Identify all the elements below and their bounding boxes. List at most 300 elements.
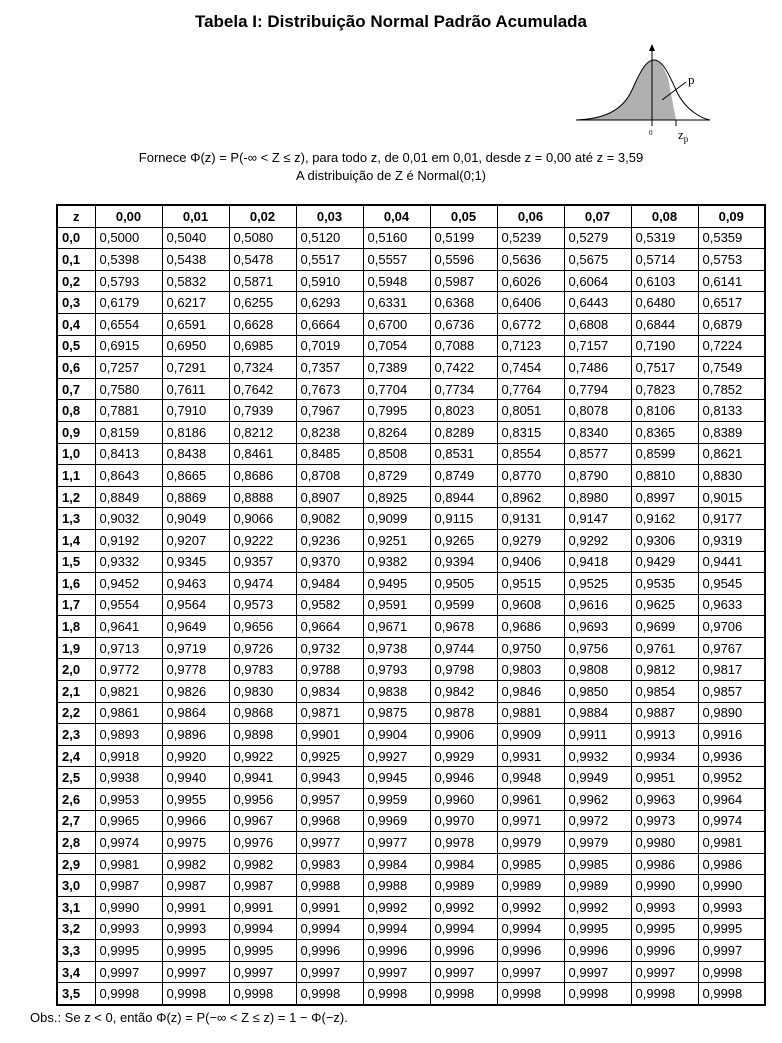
probability-cell: 0,9761 <box>631 637 698 659</box>
probability-cell: 0,8888 <box>229 486 296 508</box>
probability-cell: 0,5000 <box>95 227 162 249</box>
probability-cell: 0,7357 <box>296 357 363 379</box>
probability-cell: 0,9936 <box>698 745 765 767</box>
probability-cell: 0,8340 <box>564 421 631 443</box>
table-row <box>57 551 765 573</box>
probability-cell: 0,8810 <box>631 465 698 487</box>
probability-cell: 0,9878 <box>430 702 497 724</box>
probability-cell: 0,6808 <box>564 313 631 335</box>
probability-cell: 0,5793 <box>95 270 162 292</box>
probability-cell: 0,9995 <box>95 940 162 962</box>
probability-cell: 0,9931 <box>497 745 564 767</box>
probability-cell: 0,9995 <box>631 918 698 940</box>
probability-cell: 0,9515 <box>497 573 564 595</box>
zp-sub: p <box>683 134 689 144</box>
z-value-cell: 2,6 <box>57 789 95 811</box>
probability-cell: 0,9969 <box>363 810 430 832</box>
probability-cell: 0,9887 <box>631 702 698 724</box>
probability-cell: 0,9884 <box>564 702 631 724</box>
column-header-z: z <box>57 205 95 227</box>
probability-cell: 0,7823 <box>631 378 698 400</box>
z-value-cell: 2,8 <box>57 832 95 854</box>
probability-cell: 0,9131 <box>497 508 564 530</box>
probability-cell: 0,9292 <box>564 529 631 551</box>
column-header: 0,02 <box>229 205 296 227</box>
z-value-cell: 2,1 <box>57 681 95 703</box>
probability-cell: 0,6406 <box>497 292 564 314</box>
probability-cell: 0,8686 <box>229 465 296 487</box>
probability-cell: 0,9793 <box>363 659 430 681</box>
probability-cell: 0,7611 <box>162 378 229 400</box>
probability-cell: 0,9719 <box>162 637 229 659</box>
probability-cell: 0,8962 <box>497 486 564 508</box>
probability-cell: 0,9960 <box>430 789 497 811</box>
z-value-cell: 0,3 <box>57 292 95 314</box>
probability-cell: 0,9998 <box>698 983 765 1005</box>
probability-cell: 0,6591 <box>162 313 229 335</box>
table-row <box>57 940 765 962</box>
probability-cell: 0,6915 <box>95 335 162 357</box>
probability-cell: 0,9989 <box>430 875 497 897</box>
probability-cell: 0,9207 <box>162 529 229 551</box>
probability-cell: 0,7580 <box>95 378 162 400</box>
probability-cell: 0,9830 <box>229 681 296 703</box>
table-row <box>57 594 765 616</box>
probability-cell: 0,8389 <box>698 421 765 443</box>
probability-cell: 0,8461 <box>229 443 296 465</box>
z-value-cell: 2,5 <box>57 767 95 789</box>
probability-cell: 0,7291 <box>162 357 229 379</box>
z-value-cell: 1,5 <box>57 551 95 573</box>
probability-cell: 0,9783 <box>229 659 296 681</box>
table-row <box>57 573 765 595</box>
probability-cell: 0,9957 <box>296 789 363 811</box>
probability-cell: 0,9319 <box>698 529 765 551</box>
probability-cell: 0,9838 <box>363 681 430 703</box>
probability-cell: 0,9554 <box>95 594 162 616</box>
description-line-2: A distribuição de Z é Normal(0;1) <box>295 168 487 183</box>
z-value-cell: 0,0 <box>57 227 95 249</box>
probability-cell: 0,9918 <box>95 745 162 767</box>
probability-cell: 0,6179 <box>95 292 162 314</box>
probability-cell: 0,9750 <box>497 637 564 659</box>
probability-cell: 0,9953 <box>95 789 162 811</box>
z-value-cell: 0,5 <box>57 335 95 357</box>
probability-cell: 0,9974 <box>95 832 162 854</box>
table-row <box>57 270 765 292</box>
probability-cell: 0,9898 <box>229 724 296 746</box>
probability-cell: 0,9767 <box>698 637 765 659</box>
z-value-cell: 3,2 <box>57 918 95 940</box>
probability-cell: 0,9951 <box>631 767 698 789</box>
probability-cell: 0,7157 <box>564 335 631 357</box>
probability-cell: 0,9997 <box>430 961 497 983</box>
probability-cell: 0,9904 <box>363 724 430 746</box>
z-value-cell: 3,4 <box>57 961 95 983</box>
probability-cell: 0,9966 <box>162 810 229 832</box>
probability-cell: 0,9996 <box>564 940 631 962</box>
probability-cell: 0,9236 <box>296 529 363 551</box>
probability-cell: 0,5120 <box>296 227 363 249</box>
probability-cell: 0,7324 <box>229 357 296 379</box>
probability-cell: 0,9941 <box>229 767 296 789</box>
z-value-cell: 2,4 <box>57 745 95 767</box>
probability-cell: 0,9994 <box>229 918 296 940</box>
probability-cell: 0,8980 <box>564 486 631 508</box>
probability-cell: 0,9946 <box>430 767 497 789</box>
normal-curve-figure <box>572 42 712 150</box>
probability-cell: 0,9956 <box>229 789 296 811</box>
probability-cell: 0,6026 <box>497 270 564 292</box>
probability-cell: 0,9998 <box>296 983 363 1005</box>
probability-cell: 0,7454 <box>497 357 564 379</box>
probability-cell: 0,5948 <box>363 270 430 292</box>
probability-cell: 0,9985 <box>564 853 631 875</box>
probability-cell: 0,9979 <box>497 832 564 854</box>
probability-cell: 0,9986 <box>698 853 765 875</box>
probability-cell: 0,9732 <box>296 637 363 659</box>
probability-cell: 0,9693 <box>564 616 631 638</box>
probability-cell: 0,9945 <box>363 767 430 789</box>
probability-cell: 0,9803 <box>497 659 564 681</box>
probability-cell: 0,9345 <box>162 551 229 573</box>
probability-cell: 0,9726 <box>229 637 296 659</box>
probability-cell: 0,9678 <box>430 616 497 638</box>
shaded-area <box>576 60 676 120</box>
z-value-cell: 2,7 <box>57 810 95 832</box>
probability-cell: 0,9382 <box>363 551 430 573</box>
probability-cell: 0,9983 <box>296 853 363 875</box>
probability-cell: 0,9997 <box>363 961 430 983</box>
probability-cell: 0,7794 <box>564 378 631 400</box>
probability-cell: 0,9582 <box>296 594 363 616</box>
probability-cell: 0,9984 <box>430 853 497 875</box>
probability-cell: 0,9980 <box>631 832 698 854</box>
probability-cell: 0,9332 <box>95 551 162 573</box>
probability-cell: 0,9977 <box>296 832 363 854</box>
probability-cell: 0,9656 <box>229 616 296 638</box>
probability-cell: 0,9049 <box>162 508 229 530</box>
probability-cell: 0,9994 <box>430 918 497 940</box>
probability-cell: 0,6103 <box>631 270 698 292</box>
probability-cell: 0,9842 <box>430 681 497 703</box>
probability-cell: 0,8729 <box>363 465 430 487</box>
z-value-cell: 0,6 <box>57 357 95 379</box>
probability-cell: 0,9162 <box>631 508 698 530</box>
probability-cell: 0,9265 <box>430 529 497 551</box>
table-row <box>57 378 765 400</box>
probability-cell: 0,9861 <box>95 702 162 724</box>
probability-cell: 0,8531 <box>430 443 497 465</box>
probability-cell: 0,8577 <box>564 443 631 465</box>
probability-cell: 0,7939 <box>229 400 296 422</box>
probability-cell: 0,9099 <box>363 508 430 530</box>
probability-cell: 0,9591 <box>363 594 430 616</box>
table-row <box>57 897 765 919</box>
probability-cell: 0,9990 <box>95 897 162 919</box>
table-row <box>57 529 765 551</box>
probability-cell: 0,9991 <box>229 897 296 919</box>
probability-cell: 0,9965 <box>95 810 162 832</box>
probability-cell: 0,9925 <box>296 745 363 767</box>
probability-cell: 0,5675 <box>564 249 631 271</box>
probability-cell: 0,9940 <box>162 767 229 789</box>
probability-cell: 0,8365 <box>631 421 698 443</box>
probability-cell: 0,9998 <box>95 983 162 1005</box>
probability-cell: 0,9982 <box>229 853 296 875</box>
probability-cell: 0,5714 <box>631 249 698 271</box>
probability-cell: 0,6736 <box>430 313 497 335</box>
probability-cell: 0,9934 <box>631 745 698 767</box>
probability-cell: 0,9977 <box>363 832 430 854</box>
z-value-cell: 3,1 <box>57 897 95 919</box>
probability-cell: 0,9976 <box>229 832 296 854</box>
probability-cell: 0,9909 <box>497 724 564 746</box>
table-row <box>57 313 765 335</box>
probability-cell: 0,8849 <box>95 486 162 508</box>
probability-cell: 0,8944 <box>430 486 497 508</box>
column-header: 0,08 <box>631 205 698 227</box>
probability-cell: 0,9932 <box>564 745 631 767</box>
probability-cell: 0,8770 <box>497 465 564 487</box>
probability-cell: 0,9994 <box>497 918 564 940</box>
table-row <box>57 961 765 983</box>
z-value-cell: 1,6 <box>57 573 95 595</box>
probability-cell: 0,6879 <box>698 313 765 335</box>
probability-cell: 0,9998 <box>229 983 296 1005</box>
table-row <box>57 508 765 530</box>
probability-cell: 0,9429 <box>631 551 698 573</box>
probability-cell: 0,5239 <box>497 227 564 249</box>
probability-cell: 0,9916 <box>698 724 765 746</box>
probability-cell: 0,9962 <box>564 789 631 811</box>
z-value-cell: 2,2 <box>57 702 95 724</box>
z-value-cell: 1,1 <box>57 465 95 487</box>
z-value-cell: 0,4 <box>57 313 95 335</box>
probability-cell: 0,9463 <box>162 573 229 595</box>
probability-cell: 0,7967 <box>296 400 363 422</box>
probability-cell: 0,7764 <box>497 378 564 400</box>
probability-cell: 0,9911 <box>564 724 631 746</box>
z-value-cell: 0,2 <box>57 270 95 292</box>
table-row <box>57 659 765 681</box>
z-value-cell: 2,0 <box>57 659 95 681</box>
probability-cell: 0,9981 <box>95 853 162 875</box>
probability-cell: 0,9495 <box>363 573 430 595</box>
probability-cell: 0,9452 <box>95 573 162 595</box>
probability-cell: 0,5517 <box>296 249 363 271</box>
probability-cell: 0,9974 <box>698 810 765 832</box>
column-header: 0,05 <box>430 205 497 227</box>
probability-cell: 0,7704 <box>363 378 430 400</box>
table-row <box>57 724 765 746</box>
probability-cell: 0,9959 <box>363 789 430 811</box>
probability-cell: 0,9881 <box>497 702 564 724</box>
probability-cell: 0,9875 <box>363 702 430 724</box>
probability-cell: 0,9901 <box>296 724 363 746</box>
probability-cell: 0,7389 <box>363 357 430 379</box>
probability-cell: 0,9920 <box>162 745 229 767</box>
probability-cell: 0,9987 <box>229 875 296 897</box>
probability-cell: 0,9699 <box>631 616 698 638</box>
table-row <box>57 918 765 940</box>
probability-cell: 0,8749 <box>430 465 497 487</box>
probability-cell: 0,9991 <box>162 897 229 919</box>
probability-cell: 0,9967 <box>229 810 296 832</box>
probability-cell: 0,9706 <box>698 616 765 638</box>
table-row <box>57 335 765 357</box>
probability-cell: 0,9973 <box>631 810 698 832</box>
probability-cell: 0,9846 <box>497 681 564 703</box>
probability-cell: 0,8264 <box>363 421 430 443</box>
probability-cell: 0,7852 <box>698 378 765 400</box>
probability-cell: 0,9713 <box>95 637 162 659</box>
z-value-cell: 1,9 <box>57 637 95 659</box>
probability-cell: 0,7019 <box>296 335 363 357</box>
probability-cell: 0,9998 <box>698 961 765 983</box>
header-row <box>57 205 765 227</box>
probability-cell: 0,6141 <box>698 270 765 292</box>
probability-cell: 0,9963 <box>631 789 698 811</box>
page-title: Tabela I: Distribuição Normal Padrão Acumulada <box>194 12 588 31</box>
probability-cell: 0,9981 <box>698 832 765 854</box>
table-row <box>57 421 765 443</box>
probability-cell: 0,9997 <box>497 961 564 983</box>
probability-cell: 0,9987 <box>162 875 229 897</box>
probability-cell: 0,7517 <box>631 357 698 379</box>
probability-cell: 0,5910 <box>296 270 363 292</box>
probability-cell: 0,9484 <box>296 573 363 595</box>
probability-cell: 0,9943 <box>296 767 363 789</box>
probability-cell: 0,9192 <box>95 529 162 551</box>
probability-cell: 0,5832 <box>162 270 229 292</box>
probability-cell: 0,8830 <box>698 465 765 487</box>
probability-cell: 0,7642 <box>229 378 296 400</box>
probability-cell: 0,9564 <box>162 594 229 616</box>
probability-cell: 0,9686 <box>497 616 564 638</box>
z-value-cell: 0,8 <box>57 400 95 422</box>
probability-cell: 0,6443 <box>564 292 631 314</box>
probability-cell: 0,9997 <box>564 961 631 983</box>
column-header: 0,04 <box>363 205 430 227</box>
table-body <box>57 227 765 1005</box>
probability-cell: 0,9994 <box>296 918 363 940</box>
probability-cell: 0,5596 <box>430 249 497 271</box>
column-header: 0,00 <box>95 205 162 227</box>
probability-cell: 0,9986 <box>631 853 698 875</box>
probability-cell: 0,9927 <box>363 745 430 767</box>
probability-cell: 0,8599 <box>631 443 698 465</box>
probability-cell: 0,9979 <box>564 832 631 854</box>
probability-cell: 0,7088 <box>430 335 497 357</box>
probability-cell: 0,9664 <box>296 616 363 638</box>
probability-cell: 0,8212 <box>229 421 296 443</box>
probability-cell: 0,9998 <box>631 983 698 1005</box>
probability-cell: 0,9993 <box>631 897 698 919</box>
zp-main: z <box>678 127 684 142</box>
probability-cell: 0,8925 <box>363 486 430 508</box>
z-value-cell: 0,1 <box>57 249 95 271</box>
probability-cell: 0,7549 <box>698 357 765 379</box>
probability-cell: 0,9032 <box>95 508 162 530</box>
probability-cell: 0,7257 <box>95 357 162 379</box>
probability-cell: 0,9922 <box>229 745 296 767</box>
probability-cell: 0,9990 <box>631 875 698 897</box>
probability-cell: 0,9995 <box>564 918 631 940</box>
probability-cell: 0,9812 <box>631 659 698 681</box>
probability-cell: 0,9985 <box>497 853 564 875</box>
probability-cell: 0,9306 <box>631 529 698 551</box>
probability-cell: 0,9989 <box>564 875 631 897</box>
probability-cell: 0,8438 <box>162 443 229 465</box>
probability-cell: 0,8106 <box>631 400 698 422</box>
z-value-cell: 1,4 <box>57 529 95 551</box>
probability-cell: 0,8485 <box>296 443 363 465</box>
probability-cell: 0,9821 <box>95 681 162 703</box>
probability-cell: 0,9938 <box>95 767 162 789</box>
probability-cell: 0,9995 <box>698 918 765 940</box>
probability-cell: 0,8708 <box>296 465 363 487</box>
probability-cell: 0,9222 <box>229 529 296 551</box>
probability-cell: 0,7734 <box>430 378 497 400</box>
probability-cell: 0,9992 <box>363 897 430 919</box>
table-row <box>57 745 765 767</box>
probability-cell: 0,9988 <box>296 875 363 897</box>
probability-cell: 0,9995 <box>229 940 296 962</box>
probability-cell: 0,8554 <box>497 443 564 465</box>
table-row <box>57 875 765 897</box>
probability-cell: 0,6480 <box>631 292 698 314</box>
probability-cell: 0,9997 <box>296 961 363 983</box>
probability-cell: 0,7224 <box>698 335 765 357</box>
probability-cell: 0,5160 <box>363 227 430 249</box>
probability-cell: 0,8621 <box>698 443 765 465</box>
probability-cell: 0,9671 <box>363 616 430 638</box>
probability-cell: 0,8078 <box>564 400 631 422</box>
column-header: 0,09 <box>698 205 765 227</box>
probability-cell: 0,9850 <box>564 681 631 703</box>
probability-cell: 0,5478 <box>229 249 296 271</box>
probability-cell: 0,6217 <box>162 292 229 314</box>
probability-cell: 0,5987 <box>430 270 497 292</box>
probability-cell: 0,6985 <box>229 335 296 357</box>
probability-cell: 0,6772 <box>497 313 564 335</box>
probability-cell: 0,9798 <box>430 659 497 681</box>
normal-distribution-table <box>56 204 766 1006</box>
column-header: 0,07 <box>564 205 631 227</box>
z-value-cell: 3,5 <box>57 983 95 1005</box>
probability-cell: 0,9744 <box>430 637 497 659</box>
probability-cell: 0,7054 <box>363 335 430 357</box>
probability-cell: 0,7190 <box>631 335 698 357</box>
probability-cell: 0,9995 <box>162 940 229 962</box>
probability-cell: 0,9970 <box>430 810 497 832</box>
probability-cell: 0,9996 <box>363 940 430 962</box>
probability-cell: 0,9991 <box>296 897 363 919</box>
probability-cell: 0,8315 <box>497 421 564 443</box>
table-row <box>57 681 765 703</box>
column-header: 0,06 <box>497 205 564 227</box>
probability-cell: 0,9625 <box>631 594 698 616</box>
probability-cell: 0,9949 <box>564 767 631 789</box>
probability-cell: 0,5359 <box>698 227 765 249</box>
probability-cell: 0,9955 <box>162 789 229 811</box>
probability-cell: 0,9998 <box>430 983 497 1005</box>
probability-cell: 0,8790 <box>564 465 631 487</box>
table-row <box>57 443 765 465</box>
probability-cell: 0,9961 <box>497 789 564 811</box>
probability-cell: 0,9992 <box>564 897 631 919</box>
